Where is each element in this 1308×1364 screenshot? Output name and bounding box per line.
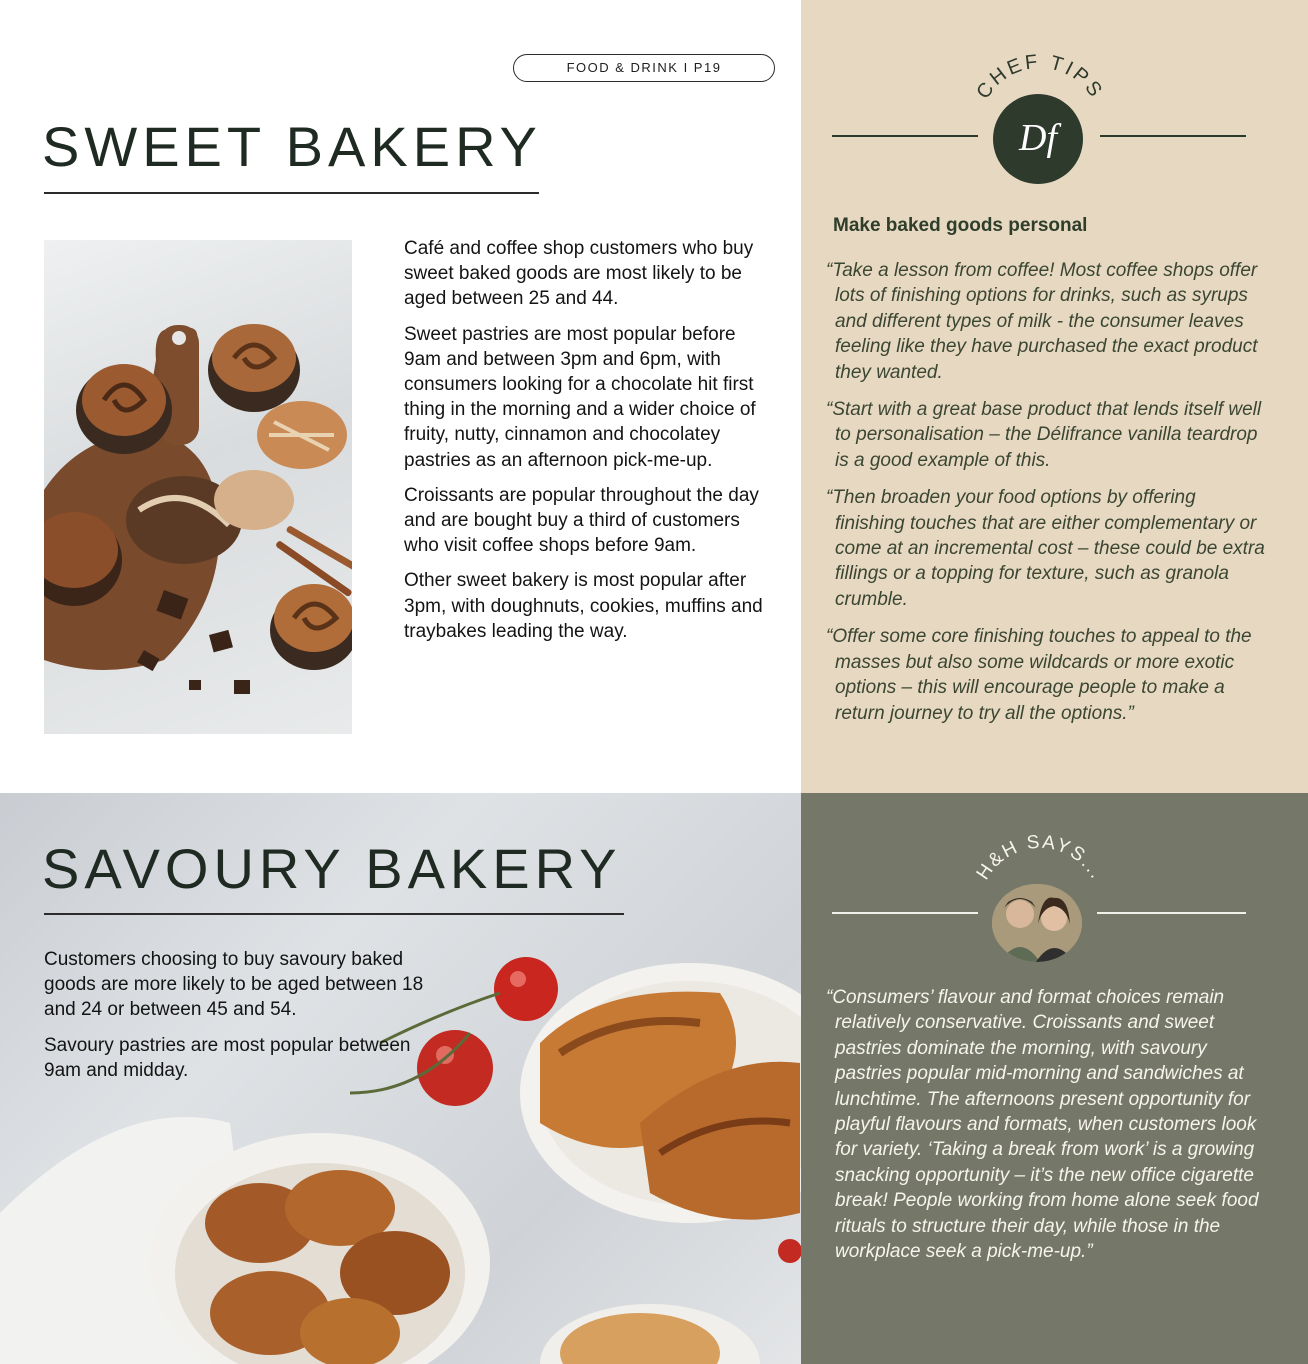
- sweet-bakery-body: [404, 236, 764, 654]
- divider-line: [1097, 912, 1246, 914]
- chef-tips-quotes: [826, 258, 1266, 738]
- sweet-bakery-title: SWEET BAKERY: [42, 115, 542, 178]
- divider-line: [832, 135, 978, 137]
- sweet-pastries-illustration: [44, 240, 352, 734]
- delifrance-logo: [993, 94, 1083, 184]
- portrait-illustration: [992, 884, 1082, 962]
- hh-says-quote: “Consumers’ flavour and format choices remain relatively conservative. Croissants and sweet pastries dominate the morning, with savoury pastries popular mid-morning and sandwiches at lunchtime. The afternoons present opportunity for playful flavours and formats, when customers look for variety. ‘Taking a break from work’ is a growing snacking opportunity – it’s the new office cigarette break! People working from home alone seek food rituals to structure their day, while those in the workplace seek a pick-me-up.”: [826, 987, 1259, 1263]
- title-divider: [44, 913, 624, 915]
- sweet-paragraph: Sweet pastries are most popular before 9am and between 3pm and 6pm, with consumers looking for a chocolate hit first thing in the morning and a wider choice of fruity, nutty, cinnamon and chocolatey pastries as an afternoon pick-me-up.: [404, 323, 756, 471]
- chef-tip-quote: “Start with a great base product that lends itself well to personalisation – the Délifrance vanilla teardrop is a good example of this.: [826, 399, 1262, 471]
- chef-tip-quote: “Offer some core finishing touches to appeal to the masses but also some wildcards or more exotic options – this will encourage people to make a return journey to try all the options.”: [826, 626, 1252, 724]
- savoury-paragraph: Savoury pastries are most popular between 9am and midday.: [44, 1034, 411, 1081]
- chef-tip-quote: “Take a lesson from coffee! Most coffee shops offer lots of finishing options for drinks, such as syrups and different types of milk - the consumer leaves feeling like they have purchased the exact product they wanted.: [826, 260, 1258, 383]
- chef-tips-label: CHEF TIPS: [972, 50, 1108, 104]
- page-tag: FOOD & DRINK I P19: [513, 54, 775, 82]
- divider-line: [832, 912, 978, 914]
- chef-tips-heading: Make baked goods personal: [833, 215, 1088, 236]
- df-monogram-icon: [993, 94, 1083, 184]
- savoury-bakery-body: [44, 947, 444, 1093]
- hh-says-label: H&H SAYS...: [972, 832, 1108, 884]
- chef-tip-quote: “Then broaden your food options by offering finishing touches that are either complementary or come at an incremental cost – these could be extra fillings or a topping for texture, such as granola crumble.: [826, 487, 1265, 610]
- title-divider: [44, 192, 539, 194]
- savoury-paragraph: Customers choosing to buy savoury baked goods are more likely to be aged between 18 and 24 or between 45 and 54.: [44, 949, 424, 1021]
- svg-text:H&H SAYS...: [973, 832, 1108, 884]
- sweet-paragraph: Other sweet bakery is most popular after 3pm, with doughnuts, cookies, muffins and traybakes leading the way.: [404, 570, 763, 642]
- sweet-pastries-photo: [44, 240, 352, 734]
- sweet-paragraph: Croissants are popular throughout the day and are bought buy a third of customers who visit coffee shops before 9am.: [404, 484, 759, 557]
- sweet-paragraph: Café and coffee shop customers who buy sweet baked goods are most likely to be aged between 25 and 44.: [404, 238, 754, 310]
- logo-text: Df: [1019, 117, 1057, 159]
- hh-portrait-avatar: [992, 884, 1082, 962]
- divider-line: [1100, 135, 1246, 137]
- savoury-bakery-title: SAVOURY BAKERY: [42, 837, 622, 900]
